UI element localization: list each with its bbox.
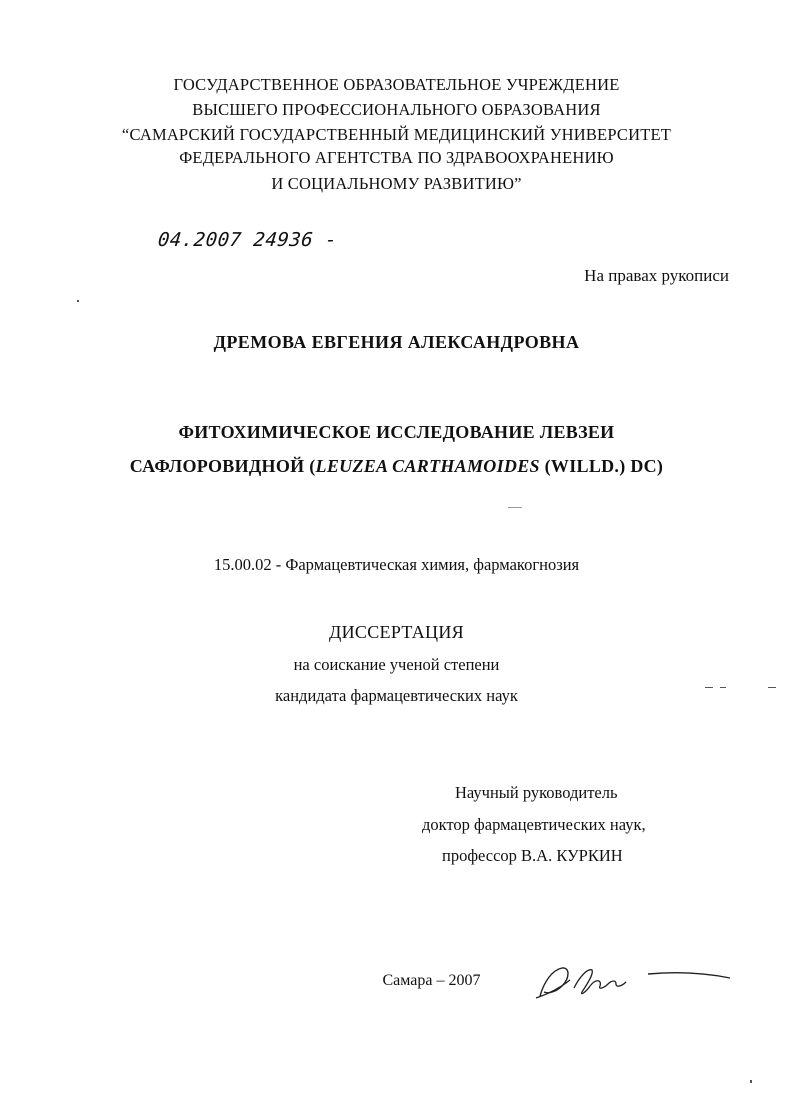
specialty-name: Фармацевтическая химия, фармакогнозия	[285, 555, 580, 574]
scan-speck	[750, 1080, 752, 1083]
title-line-1: ФИТОХИМИЧЕСКОЕ ИССЛЕДОВАНИЕ ЛЕВЗЕИ	[178, 422, 615, 442]
dissertation-degree-line-1: на соискание ученой степени	[293, 655, 500, 674]
scan-speck	[768, 687, 776, 688]
scan-speck	[77, 300, 79, 302]
title-latin-name: LEUZEA CARTHAMOIDES	[315, 456, 540, 476]
place-year: Самара – 2007	[382, 972, 481, 989]
dissertation-heading: ДИССЕРТАЦИЯ	[329, 622, 464, 642]
specialty-separator: -	[271, 555, 286, 574]
institution-line-5: И СОЦИАЛЬНОМУ РАЗВИТИЮ”	[271, 174, 522, 193]
registration-number: 04.2007 24936 -	[156, 229, 339, 251]
institution-line-1: ГОСУДАРСТВЕННОЕ ОБРАЗОВАТЕЛЬНОЕ УЧРЕЖДЕНИЕ	[173, 75, 620, 94]
supervisor-name: профессор В.А. КУРКИН	[442, 846, 623, 865]
supervisor-label: Научный руководитель	[455, 783, 618, 802]
dissertation-degree-line-2: кандидата фармацевтических наук	[275, 686, 518, 705]
institution-line-3: “САМАРСКИЙ ГОСУДАРСТВЕННЫЙ МЕДИЦИНСКИЙ УНИВЕРСИТЕТ	[121, 125, 672, 144]
scan-speck	[705, 687, 713, 688]
supervisor-degree: доктор фармацевтических наук,	[422, 815, 646, 834]
title-line-2-prefix: САФЛОРОВИДНОЙ (	[129, 456, 316, 476]
title-line-2	[0, 456, 793, 477]
institution-line-2: ВЫСШЕГО ПРОФЕССИОНАЛЬНОГО ОБРАЗОВАНИЯ	[192, 100, 601, 119]
specialty-code: 15.00.02	[213, 555, 272, 574]
signature-image	[530, 958, 740, 1008]
scan-speck	[508, 507, 522, 508]
author-name: ДРЕМОВА ЕВГЕНИЯ АЛЕКСАНДРОВНА	[213, 332, 580, 352]
scan-speck	[720, 687, 726, 688]
manuscript-note: На правах рукописи	[584, 266, 729, 285]
specialty	[0, 555, 793, 575]
institution-line-4: ФЕДЕРАЛЬНОГО АГЕНТСТВА ПО ЗДРАВООХРАНЕНИЮ	[179, 148, 614, 167]
title-line-2-suffix: (WILLD.) DC)	[539, 456, 664, 476]
